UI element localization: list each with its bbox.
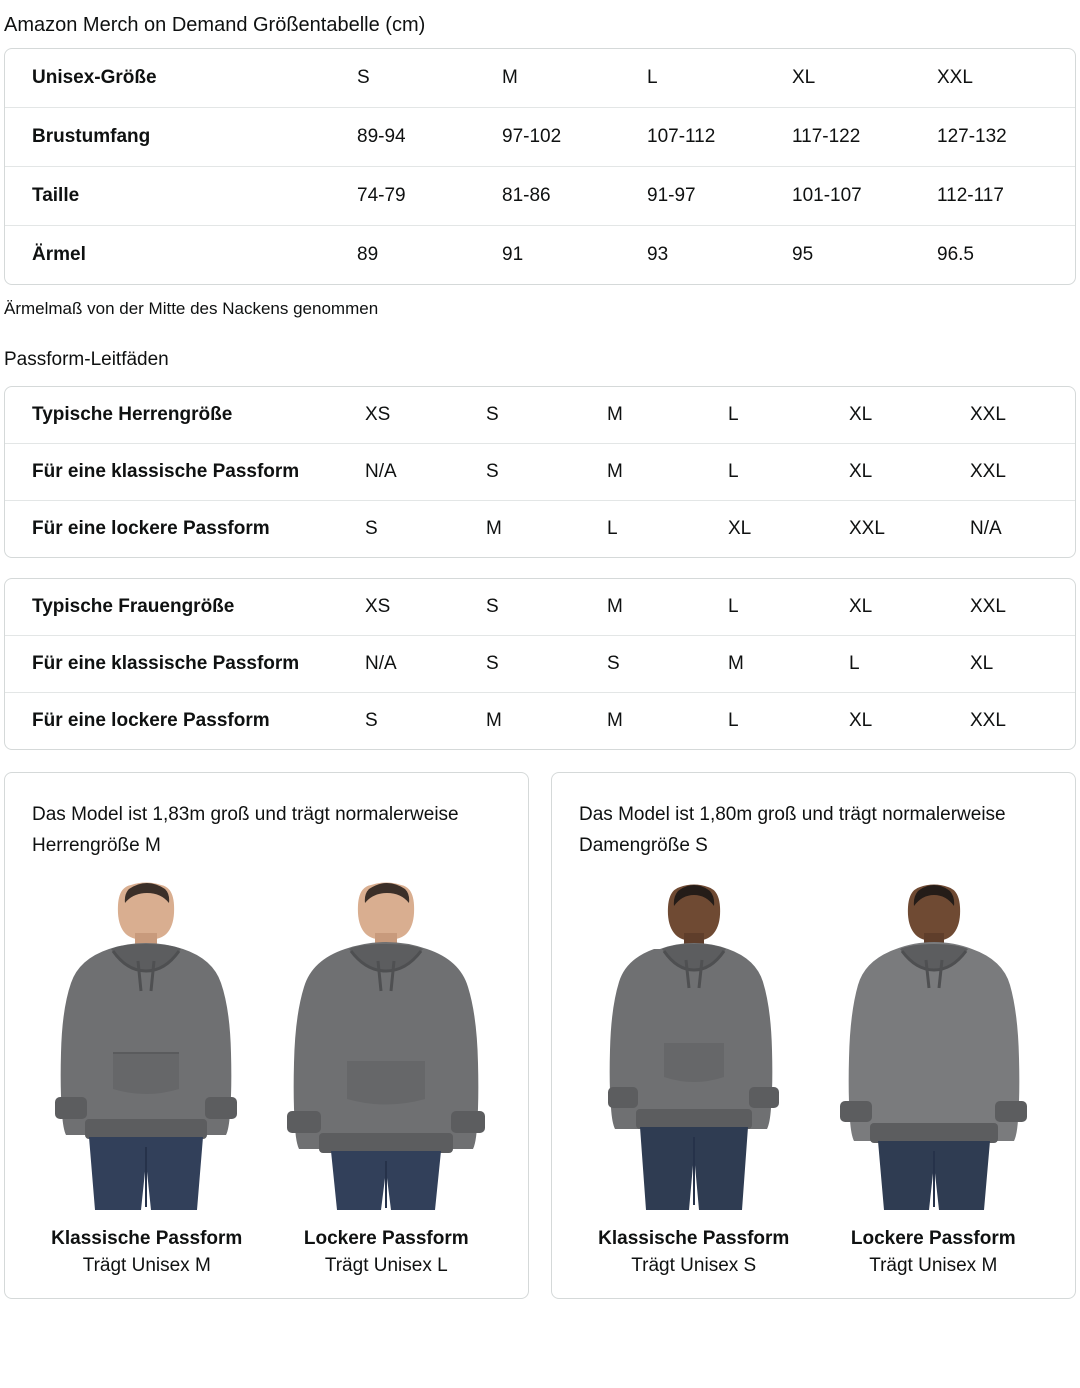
- male-classic-hoodie-illustration: [39, 875, 254, 1210]
- cell: XS: [365, 387, 486, 444]
- fit-name: Lockere Passform: [303, 1228, 469, 1249]
- cell: 81-86: [502, 167, 647, 226]
- male-figure-labels: [27, 1226, 506, 1280]
- size-table: [5, 49, 1076, 284]
- cell: M: [728, 636, 849, 693]
- female-relaxed-label: [814, 1226, 1054, 1280]
- cell: L: [728, 387, 849, 444]
- cell: 107-112: [647, 108, 792, 167]
- female-model-card: [551, 772, 1076, 1299]
- cell: XL: [849, 710, 873, 731]
- cell: 112-117: [937, 167, 1076, 226]
- cell: N/A: [365, 444, 486, 501]
- male-model-card: [4, 772, 529, 1299]
- female-relaxed-fit-figure: [814, 875, 1054, 1210]
- table-row: [5, 693, 1076, 750]
- cell: S: [365, 518, 378, 539]
- cell: 96.5: [937, 244, 974, 265]
- cell: 89-94: [357, 108, 502, 167]
- cell: N/A: [970, 518, 1002, 539]
- cell: S: [357, 49, 502, 108]
- cell: XS: [365, 579, 486, 636]
- fit-wears: Trägt Unisex M: [869, 1255, 998, 1276]
- cell: XL: [792, 49, 937, 108]
- cell: M: [607, 579, 728, 636]
- female-classic-label: [574, 1226, 814, 1280]
- row-label: Brustumfang: [5, 108, 357, 167]
- female-model-caption: Das Model ist 1,80m groß und trägt normalerweise Damengröße S: [579, 804, 1006, 856]
- cell: 127-132: [937, 108, 1076, 167]
- row-label: Für eine klassische Passform: [5, 444, 365, 501]
- cell: L: [728, 444, 849, 501]
- cell: M: [486, 518, 502, 539]
- male-figures: [27, 875, 506, 1210]
- cell: XL: [849, 387, 970, 444]
- cell: S: [365, 710, 378, 731]
- cell: L: [728, 710, 739, 731]
- fit-name: Lockere Passform: [850, 1228, 1016, 1249]
- cell: M: [486, 710, 502, 731]
- cell: S: [607, 636, 728, 693]
- row-label: Unisex-Größe: [5, 49, 357, 108]
- cell: M: [607, 387, 728, 444]
- cell: M: [607, 444, 728, 501]
- table-row: [5, 108, 1076, 167]
- fit-wears: Trägt Unisex S: [631, 1255, 757, 1276]
- male-relaxed-hoodie-illustration: [279, 875, 494, 1210]
- cell: 117-122: [792, 108, 937, 167]
- fit-wears: Trägt Unisex L: [324, 1255, 448, 1276]
- female-classic-fit-figure: [574, 875, 814, 1210]
- table-row: [5, 579, 1076, 636]
- table-row: [5, 636, 1076, 693]
- male-classic-fit-figure: [27, 875, 267, 1210]
- row-label: Taille: [5, 167, 357, 226]
- womens-fit-table: [5, 579, 1076, 749]
- cell: XL: [728, 518, 752, 539]
- cell: 97-102: [502, 108, 647, 167]
- spacer: [0, 558, 1080, 578]
- fit-name: Klassische Passform: [51, 1228, 243, 1249]
- male-model-caption: Das Model ist 1,83m groß und trägt normalerweise Herrengröße M: [32, 804, 459, 856]
- cell: S: [486, 444, 607, 501]
- fit-wears: Trägt Unisex M: [82, 1255, 211, 1276]
- cell: XXL: [970, 387, 1076, 444]
- cell: S: [486, 387, 607, 444]
- model-cards-row: [4, 772, 1076, 1299]
- cell: S: [486, 636, 607, 693]
- female-figures: [574, 875, 1053, 1210]
- fit-guides-heading: Passform-Leitfäden: [4, 349, 169, 370]
- size-table-card: [4, 48, 1076, 285]
- cell: M: [502, 49, 647, 108]
- row-label: Für eine klassische Passform: [5, 636, 365, 693]
- table-row: [5, 501, 1076, 558]
- fit-name: Klassische Passform: [598, 1228, 790, 1249]
- cell: XXL: [970, 444, 1076, 501]
- male-relaxed-fit-figure: [267, 875, 507, 1210]
- table-row: [5, 444, 1076, 501]
- cell: 91: [502, 244, 524, 265]
- cell: 95: [792, 244, 814, 265]
- male-relaxed-label: [267, 1226, 507, 1280]
- row-label: Für eine lockere Passform: [32, 710, 270, 731]
- row-label: Typische Frauengröße: [5, 579, 365, 636]
- cell: M: [607, 710, 623, 731]
- mens-fit-table: [5, 387, 1076, 557]
- cell: 74-79: [357, 167, 502, 226]
- female-relaxed-hoodie-illustration: [826, 875, 1041, 1210]
- cell: 93: [647, 244, 669, 265]
- row-label: Ärmel: [32, 244, 86, 265]
- cell: L: [849, 636, 970, 693]
- row-label: Typische Herrengröße: [5, 387, 365, 444]
- cell: L: [728, 579, 849, 636]
- cell: 89: [357, 244, 379, 265]
- male-classic-label: [27, 1226, 267, 1280]
- table-row: [5, 226, 1076, 285]
- cell: L: [607, 518, 618, 539]
- table-row: [5, 49, 1076, 108]
- table-row: [5, 167, 1076, 226]
- cell: L: [647, 49, 792, 108]
- sleeve-measurement-note: Ärmelmaß von der Mitte des Nackens genommen: [4, 299, 379, 318]
- table-row: [5, 387, 1076, 444]
- cell: XL: [849, 579, 970, 636]
- cell: XXL: [937, 49, 1076, 108]
- page-title: Amazon Merch on Demand Größentabelle (cm): [4, 14, 426, 36]
- cell: XL: [849, 444, 970, 501]
- cell: N/A: [365, 636, 486, 693]
- cell: XXL: [849, 518, 885, 539]
- female-classic-hoodie-illustration: [586, 875, 801, 1210]
- cell: XL: [970, 636, 1076, 693]
- cell: 91-97: [647, 167, 792, 226]
- cell: XXL: [970, 710, 1006, 731]
- female-figure-labels: [574, 1226, 1053, 1280]
- womens-fit-table-card: [4, 578, 1076, 750]
- cell: S: [486, 579, 607, 636]
- cell: 101-107: [792, 167, 937, 226]
- row-label: Für eine lockere Passform: [32, 518, 270, 539]
- mens-fit-table-card: [4, 386, 1076, 558]
- cell: XXL: [970, 579, 1076, 636]
